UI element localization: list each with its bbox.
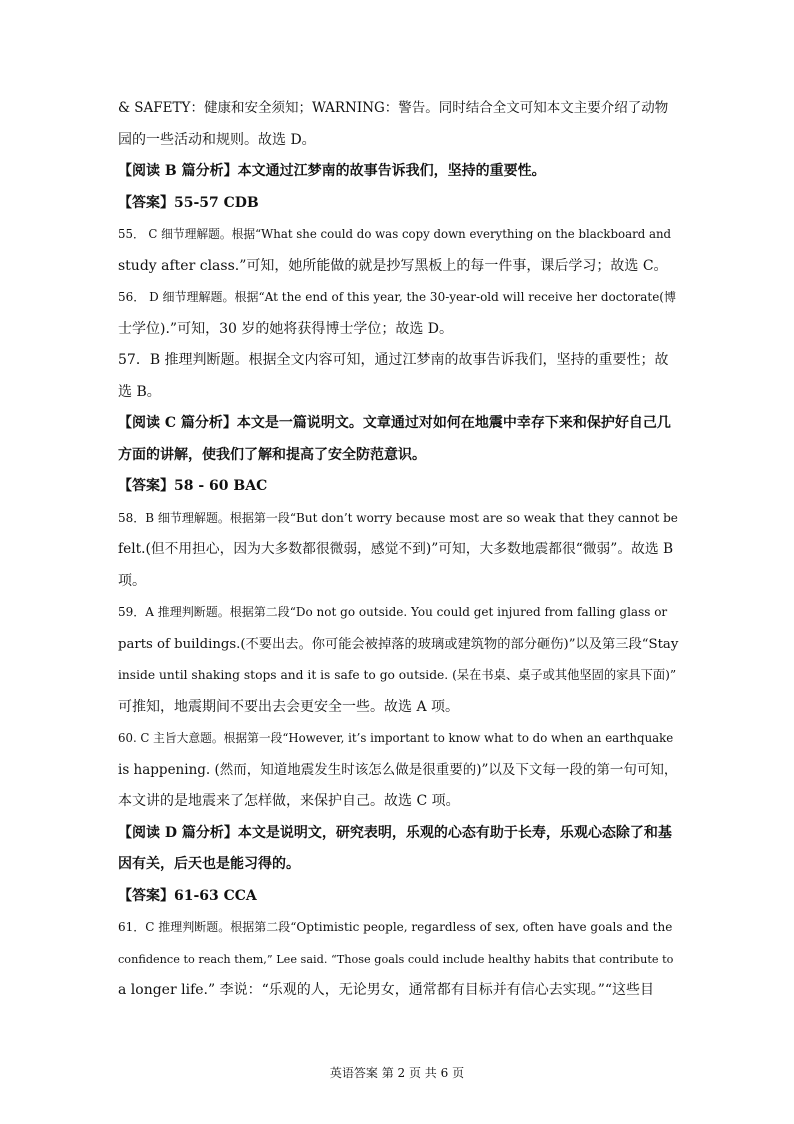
- text-line: 本文讲的是地震来了怎样做，来保护自己。故选 C 项。: [118, 793, 460, 809]
- section-heading: 【阅读 D 篇分析】本文是说明文，研究表明，乐观的心态有助于长寿，乐观心态除了和基: [118, 824, 672, 841]
- text-line: 57．B 推理判断题。根据全文内容可知，通过江梦南的故事告诉我们，坚持的重要性；故: [118, 352, 669, 368]
- text-line: 园的一些活动和规则。故选 D。: [118, 131, 316, 148]
- text-line: 61．C 推理判断题。根据第二段“Optimistic people, regardless of sex, often have goals and the: [118, 920, 673, 934]
- answer-key: 【答案】55-57 CDB: [118, 194, 259, 211]
- text-line: 可推知，地震期间不要出去会更安全一些。故选 A 项。: [118, 698, 460, 715]
- section-heading: 【阅读 C 篇分析】本文是一篇说明文。文章通过对如何在地震中幸存下来和保护好自己几: [118, 415, 671, 431]
- section-heading: 因有关，后天也是能习得的。: [118, 856, 300, 872]
- text-line: 项。: [118, 572, 146, 589]
- text-line: 选 B。: [118, 383, 161, 400]
- text-line: study after class.”可知，她所能做的就是抄写黑板上的每一件事，课后学习；故选 C。: [118, 257, 668, 274]
- text-line: 56． D 细节理解题。根据“At the end of this year, the 30-year-old will receive her doctorate(博: [118, 290, 676, 304]
- page-footer: 英语答案 第 2 页 共 6 页: [329, 1066, 465, 1080]
- answer-key: 【答案】58 - 60 BAC: [118, 478, 268, 494]
- text-line: & SAFETY：健康和安全须知；WARNING：警告。同时结合全文可知本文主要介绍了动物: [118, 100, 669, 116]
- text-line: felt.(但不用担心，因为大多数都很微弱，感觉不到)”可知，大多数地震都很“微弱”。故选 B: [118, 541, 674, 557]
- text-line: a longer life.” 李说：“乐观的人，无论男女，通常都有目标并有信心去实现。”“这些目: [118, 982, 655, 998]
- text-line: 59．A 推理判断题。根据第二段“Do not go outside. You could get injured from falling glass or: [118, 605, 668, 619]
- text-line: 士学位).”可知，30 岁的她将获得博士学位；故选 D。: [118, 320, 454, 337]
- text-line: 58．B 细节理解题。根据第一段“But don’t worry because most are so weak that they cannot be: [118, 510, 678, 525]
- text-line: 60. C 主旨大意题。根据第一段“However, it’s important to know what to do when an earthquake: [118, 731, 674, 745]
- answer-text-body: [118, 93, 678, 1007]
- answer-key: 【答案】61-63 CCA: [118, 887, 257, 904]
- section-heading: 【阅读 B 篇分析】本文通过江梦南的故事告诉我们，坚持的重要性。: [118, 163, 546, 179]
- text-line: inside until shaking stops and it is safe to go outside. (呆在书桌、桌子或其他坚固的家具下面)”: [118, 668, 677, 682]
- section-heading: 方面的讲解，使我们了解和提高了安全防范意识。: [118, 446, 426, 463]
- text-line: 55． C 细节理解题。根据“What she could do was copy down everything on the blackboard and: [118, 227, 672, 241]
- text-line: is happening. (然而，知道地震发生时该怎么做是很重要的)”以及下文每一段的第一句可知，: [118, 761, 678, 778]
- text-line: parts of buildings.(不要出去。你可能会被掉落的玻璃或建筑物的部分砸伤)”以及第三段“Stay: [118, 636, 679, 652]
- text-line: confidence to reach them,” Lee said. “Those goals could include healthy habits that contribute to: [118, 952, 674, 966]
